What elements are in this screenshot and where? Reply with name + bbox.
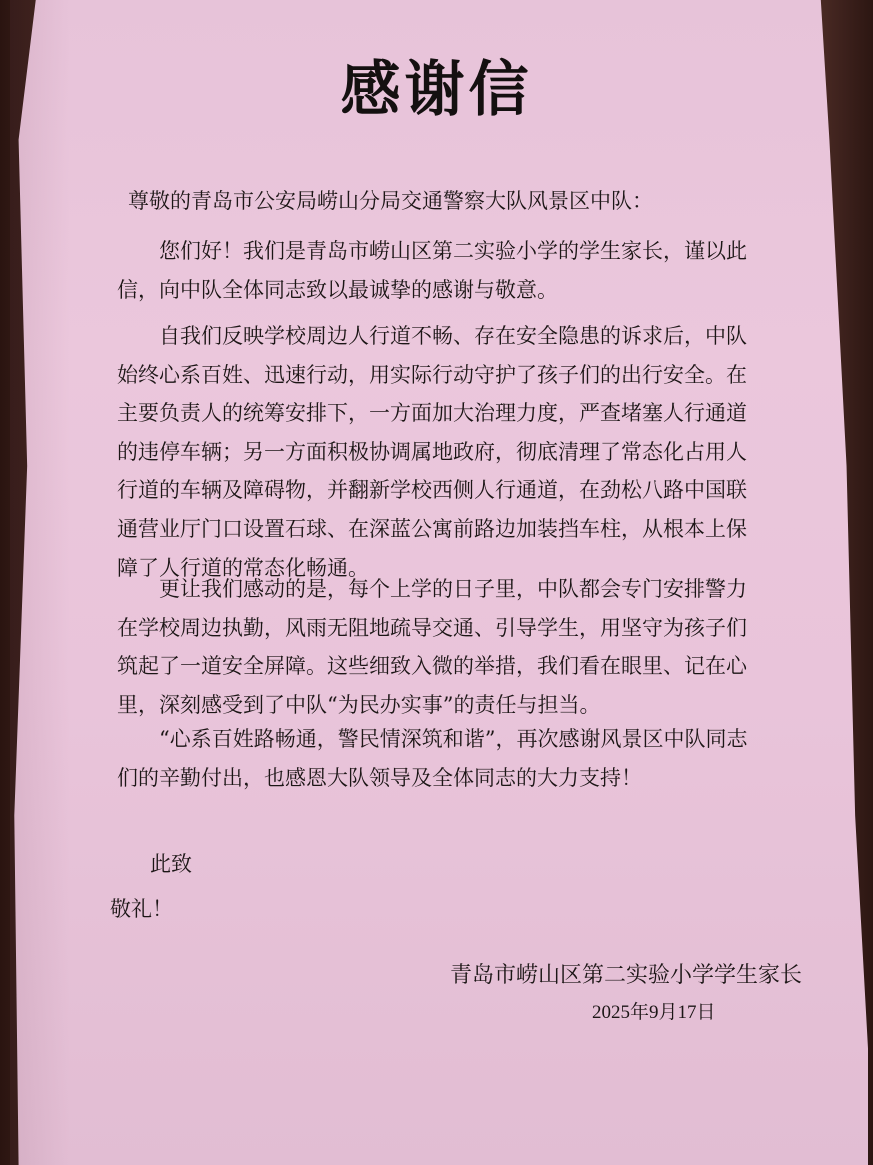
- letter-salutation: 尊敬的青岛市公安局崂山分局交通警察大队风景区中队：: [128, 189, 653, 213]
- letter-title: 感谢信: [340, 55, 533, 125]
- letter-paragraph-4: “心系百姓路畅通，警民情深筑和谐”，再次感谢风景区中队同志们的辛勤付出，也感恩大队领导及全体同志的大力支持！: [117, 727, 748, 790]
- letter-date: 2025年9月17日: [592, 1002, 716, 1023]
- letter-closing-1: 此致: [150, 852, 192, 876]
- letter-paragraph-2: 自我们反映学校周边人行道不畅、存在安全隐患的诉求后，中队始终心系百姓、迅速行动，用实际行动守护了孩子们的出行安全。在主要负责人的统筹安排下，一方面加大治理力度，严查堵塞人行通道的违停车辆；另一方面积极协调属地政府，彻底清理了常态化占用人行道的车辆及障碍物，并翻新学校西侧人行通道，在劲松八路中国联通营业厅门口设置石球、在深蓝公寓前路边加装挡车柱，从根本上保障了人行道的常态化畅通。: [117, 324, 747, 580]
- letter-closing-2: 敬礼！: [110, 897, 173, 921]
- letter-paragraph-1: 您们好！我们是青岛市崂山区第二实验小学的学生家长，谨以此信，向中队全体同志致以最诚挚的感谢与敬意。: [117, 239, 747, 302]
- letter-paragraph-3: 更让我们感动的是，每个上学的日子里，中队都会专门安排警力在学校周边执勤，风雨无阻地疏导交通、引导学生，用坚守为孩子们筑起了一道安全屏障。这些细致入微的举措，我们看在眼里、记在心里，深刻感受到了中队“为民办实事”的责任与担当。: [117, 577, 747, 717]
- letter-signature: 青岛市崂山区第二实验小学学生家长: [450, 963, 803, 988]
